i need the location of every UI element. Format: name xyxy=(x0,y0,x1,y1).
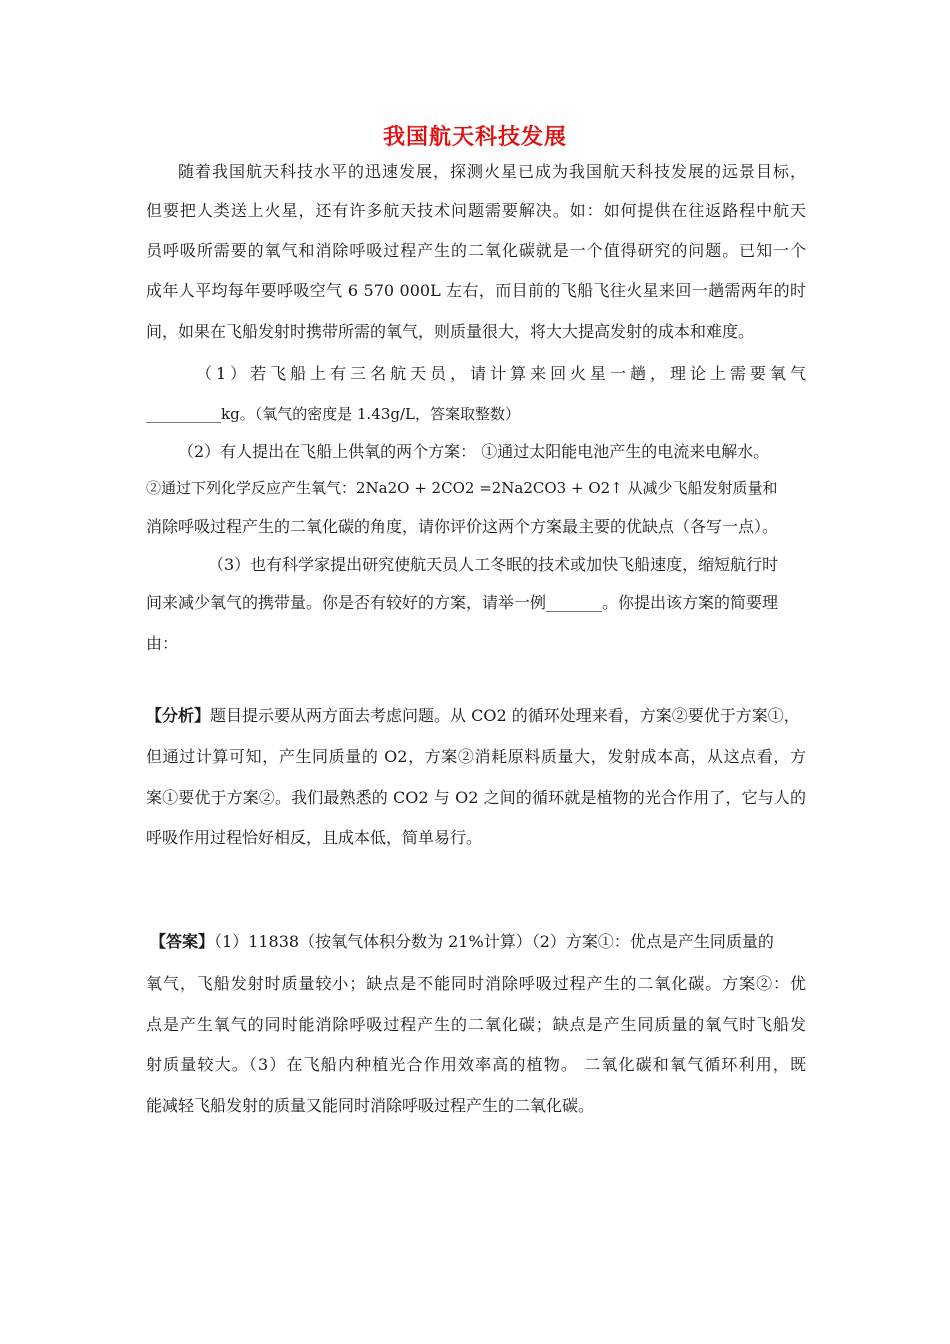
answer-text: （1）11838（按氧气体积分数为 21%计算）（2）方案①：优点是产生同质量的 xyxy=(214,932,774,951)
analysis-line: 案①要优于方案②。我们最熟悉的 CO2 与 O2 之间的循环就是植物的光合作用了，它与人的 xyxy=(146,788,806,807)
question-3-line: 由： xyxy=(146,634,179,653)
question-2-line: ②通过下列化学反应产生氧气：2Na2O + 2CO2 =2Na2CO3 + O2↑ 从减少飞船发射质量和 xyxy=(146,479,778,497)
question-3-line: 间来减少氧气的携带量。你是否有较好的方案，请举一例_______。你提出该方案的简要理 xyxy=(146,593,779,612)
question-2-line: 消除呼吸过程产生的二氧化碳的角度，请你评价这两个方案最主要的优缺点（各写一点）。 xyxy=(146,517,779,536)
analysis-line: 呼吸作用过程恰好相反，且成本低，简单易行。 xyxy=(146,828,483,847)
answer-label: 【答案】 xyxy=(150,932,215,951)
answer-line: 能减轻飞船发射的质量又能同时消除呼吸过程产生的二氧化碳。 xyxy=(146,1096,595,1115)
analysis-text: 题目提示要从两方面去考虑问题。从 CO2 的循环处理来看，方案②要优于方案①， xyxy=(210,706,800,725)
analysis-first-line xyxy=(146,704,806,728)
intro-line: 员呼吸所需要的氧气和消除呼吸过程产生的二氧化碳就是一个值得研究的问题。已知一个 xyxy=(146,241,806,260)
question-1-line: （1）若飞船上有三名航天员，请计算来回火星一趟，理论上需要氧气 xyxy=(196,364,806,383)
answer-first-line xyxy=(150,930,806,954)
analysis-line: 但通过计算可知，产生同质量的 O2，方案②消耗原料质量大，发射成本高，从这点看，方 xyxy=(146,747,806,766)
intro-line: 但要把人类送上火星，还有许多航天技术问题需要解决。如：如何提供在往返路程中航天 xyxy=(146,201,806,220)
question-2-line: （2）有人提出在飞船上供氧的两个方案： ①通过太阳能电池产生的电流来电解水。 xyxy=(178,442,770,461)
intro-line: 随着我国航天科技水平的迅速发展，探测火星已成为我国航天科技发展的远景目标， xyxy=(178,162,806,181)
answer-line: 氧气，飞船发射时质量较小；缺点是不能同时消除呼吸过程产生的二氧化碳。方案②：优 xyxy=(146,974,806,993)
intro-line: 间，如果在飞船发射时携带所需的氧气，则质量很大，将大大提高发射的成本和难度。 xyxy=(146,322,755,341)
question-3-line: （3）也有科学家提出研究使航天员人工冬眠的技术或加快飞船速度，缩短航行时 xyxy=(208,555,779,574)
answer-line: 射质量较大。（3）在飞船内种植光合作用效率高的植物。 二氧化碳和氧气循环利用，既 xyxy=(146,1055,806,1074)
intro-line: 成年人平均每年要呼吸空气 6 570 000L 左右，而目前的飞船飞往火星来回一趟需两年的时 xyxy=(146,281,806,300)
answer-line: 点是产生氧气的同时能消除呼吸过程产生的二氧化碳；缺点是产生同质量的氧气时飞船发 xyxy=(146,1015,806,1034)
page-title: 我国航天科技发展 xyxy=(382,125,567,150)
analysis-label: 【分析】 xyxy=(146,706,211,725)
question-1-line: __________kg。（氧气的密度是 1.43g/L，答案取整数） xyxy=(146,405,520,423)
